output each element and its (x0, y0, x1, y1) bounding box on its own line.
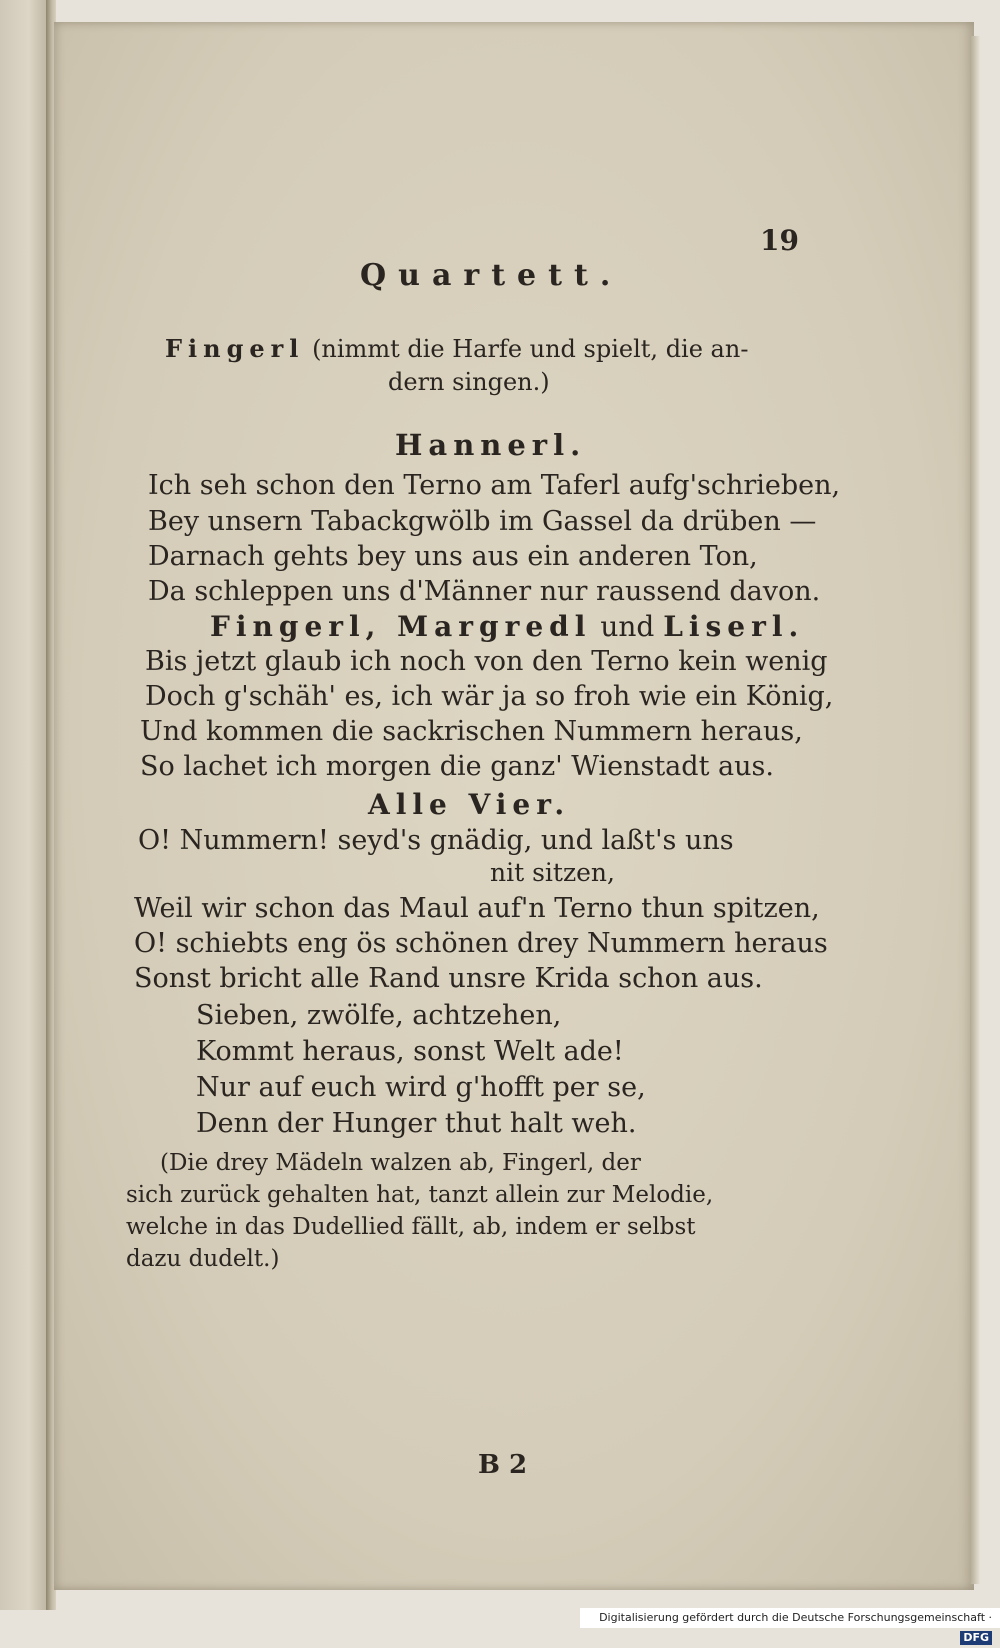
verse-line: Darnach gehts bey uns aus ein anderen Ton, (148, 541, 758, 572)
stage-direction-line: dern singen.) (388, 368, 550, 396)
stage-direction-line: (Die drey Mädeln walzen ab, Fingerl, der (160, 1150, 641, 1176)
verse-line: O! schiebts eng ös schönen drey Nummern heraus (134, 928, 828, 959)
verse-line: O! Nummern! seyd's gnädig, und laßt's uns (138, 825, 734, 856)
verse-line: Bis jetzt glaub ich noch von den Terno kein wenig (145, 646, 828, 677)
verse-line: Weil wir schon das Maul auf'n Terno thun spitzen, (134, 893, 820, 924)
speaker-line (210, 610, 804, 643)
verse-line: Sonst bricht alle Rand unsre Krida schon aus. (134, 963, 763, 994)
dfg-logo: DFG (960, 1631, 992, 1645)
section-heading: Quartett. (360, 258, 623, 293)
verse-line: Nur auf euch wird g'hofft per se, (196, 1072, 646, 1103)
verse-line-continuation: nit sitzen, (490, 858, 615, 887)
speaker-name: Fingerl (165, 334, 305, 363)
speaker-conjunction: und (600, 610, 655, 643)
printer-signature-mark: B 2 (478, 1450, 528, 1480)
stage-direction-line: dazu dudelt.) (126, 1246, 280, 1272)
speaker-name: Alle Vier. (368, 788, 571, 821)
verse-line: Doch g'schäh' es, ich wär ja so froh wie ein König, (145, 681, 834, 712)
speaker-name: Hannerl. (395, 428, 587, 462)
footer-text: Digitalisierung gefördert durch die Deutsche Forschungsgemeinschaft · (599, 1611, 992, 1624)
left-page-edge (0, 0, 52, 1610)
verse-line: Kommt heraus, sonst Welt ade! (196, 1036, 624, 1067)
stage-direction-line: sich zurück gehalten hat, tanzt allein zur Melodie, (126, 1182, 714, 1208)
verse-line: Und kommen die sackrischen Nummern heraus, (140, 716, 803, 747)
verse-line: So lachet ich morgen die ganz' Wienstadt aus. (140, 751, 774, 782)
page-right-edge (970, 36, 980, 1584)
verse-line: Bey unsern Tabackgwölb im Gassel da drüben — (148, 506, 817, 537)
digitization-credit-footer (580, 1608, 1000, 1644)
verse-line: Ich seh schon den Terno am Taferl aufg'schrieben, (148, 470, 841, 501)
stage-direction-line (165, 334, 748, 363)
verse-line: Sieben, zwölfe, achtzehen, (196, 1000, 562, 1031)
verse-line: Denn der Hunger thut halt weh. (196, 1108, 637, 1139)
stage-direction-line: welche in das Dudellied fällt, ab, indem er selbst (126, 1214, 696, 1240)
speaker-name: Liserl. (663, 610, 805, 643)
page-number: 19 (760, 224, 799, 257)
verse-line: Da schleppen uns d'Männer nur raussend davon. (148, 576, 821, 607)
stage-direction-text: (nimmt die Harfe und spielt, die an- (312, 335, 749, 363)
speaker-name: Fingerl, Margredl (210, 610, 592, 643)
